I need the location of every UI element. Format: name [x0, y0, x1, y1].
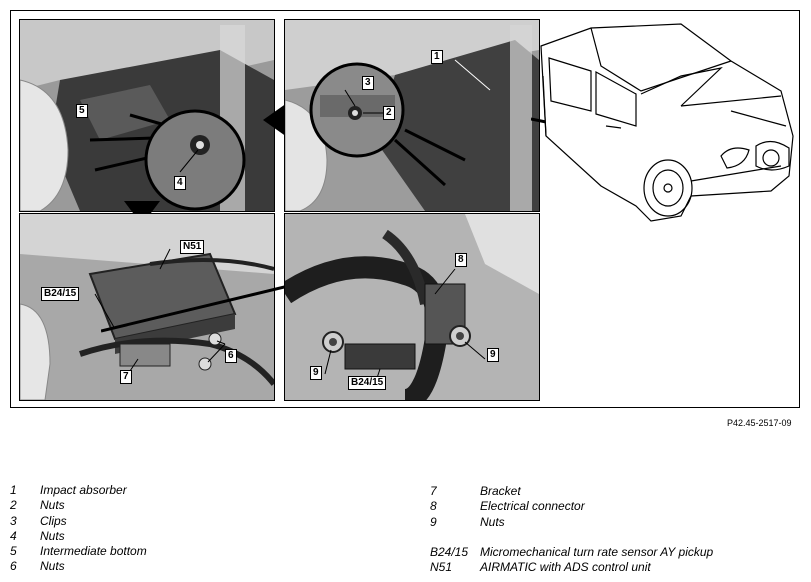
legend-text: Nuts [40, 498, 65, 513]
legend-text: Nuts [40, 528, 65, 543]
legend-text: Electrical connector [480, 499, 585, 514]
connector-line [101, 261, 301, 341]
photo-1-drawing [20, 20, 274, 211]
legend-right [430, 484, 713, 575]
photo-intermediate-bottom [19, 19, 275, 212]
legend-text: Clips [40, 513, 67, 528]
callout-n51: N51 [180, 240, 204, 254]
legend-item [10, 544, 147, 559]
legend-key: 9 [430, 514, 437, 529]
callout-7: 7 [120, 370, 132, 384]
legend-item [10, 559, 147, 574]
legend-key: 7 [430, 484, 437, 498]
legend-key: N51 [430, 560, 453, 575]
legend-key: 4 [10, 528, 17, 543]
photo-impact-absorber [284, 19, 540, 212]
callout-9-right: 9 [487, 348, 499, 362]
legend-key: 1 [10, 483, 17, 497]
legend-text: Micromechanical turn rate sensor AY pickup [480, 544, 714, 559]
legend-item [10, 514, 147, 529]
legend-item [430, 545, 713, 560]
legend-item [430, 515, 713, 530]
legend-left [10, 483, 147, 575]
car-illustration [531, 16, 796, 226]
image-reference-code: P42.45-2517-09 [727, 418, 792, 428]
legend-key: 8 [430, 499, 437, 514]
legend-item [10, 498, 147, 513]
legend-item [10, 529, 147, 544]
callout-8: 8 [455, 253, 467, 267]
legend-key: 5 [10, 544, 17, 559]
legend-key: 2 [10, 498, 17, 513]
legend-item [10, 483, 147, 498]
legend-spacer [430, 530, 713, 545]
legend-text: AIRMATIC with ADS control unit [480, 560, 651, 575]
callout-6: 6 [225, 349, 237, 363]
legend-text: Nuts [40, 559, 65, 574]
legend-text: Impact absorber [40, 483, 127, 497]
callout-2: 2 [383, 106, 395, 120]
legend-key: 3 [10, 513, 17, 528]
callout-9-left: 9 [310, 366, 322, 380]
legend-text: Nuts [480, 514, 505, 529]
legend-item [430, 499, 713, 514]
callout-4: 4 [174, 176, 186, 190]
callout-1: 1 [431, 50, 443, 64]
legend-item [430, 484, 713, 499]
legend-text: Intermediate bottom [40, 544, 147, 559]
photo-2-drawing [285, 20, 539, 211]
callout-b24-15-detail: B24/15 [348, 376, 386, 390]
legend-text: Bracket [480, 484, 521, 498]
legend-key: B24/15 [430, 544, 469, 559]
callout-5: 5 [76, 104, 88, 118]
callout-b24-15: B24/15 [41, 287, 79, 301]
legend-item [430, 560, 713, 575]
photo-4-drawing [285, 214, 539, 400]
figure-frame [10, 10, 800, 408]
callout-3: 3 [362, 76, 374, 90]
photo-turn-rate-sensor [284, 213, 540, 401]
legend-key: 6 [10, 559, 17, 574]
